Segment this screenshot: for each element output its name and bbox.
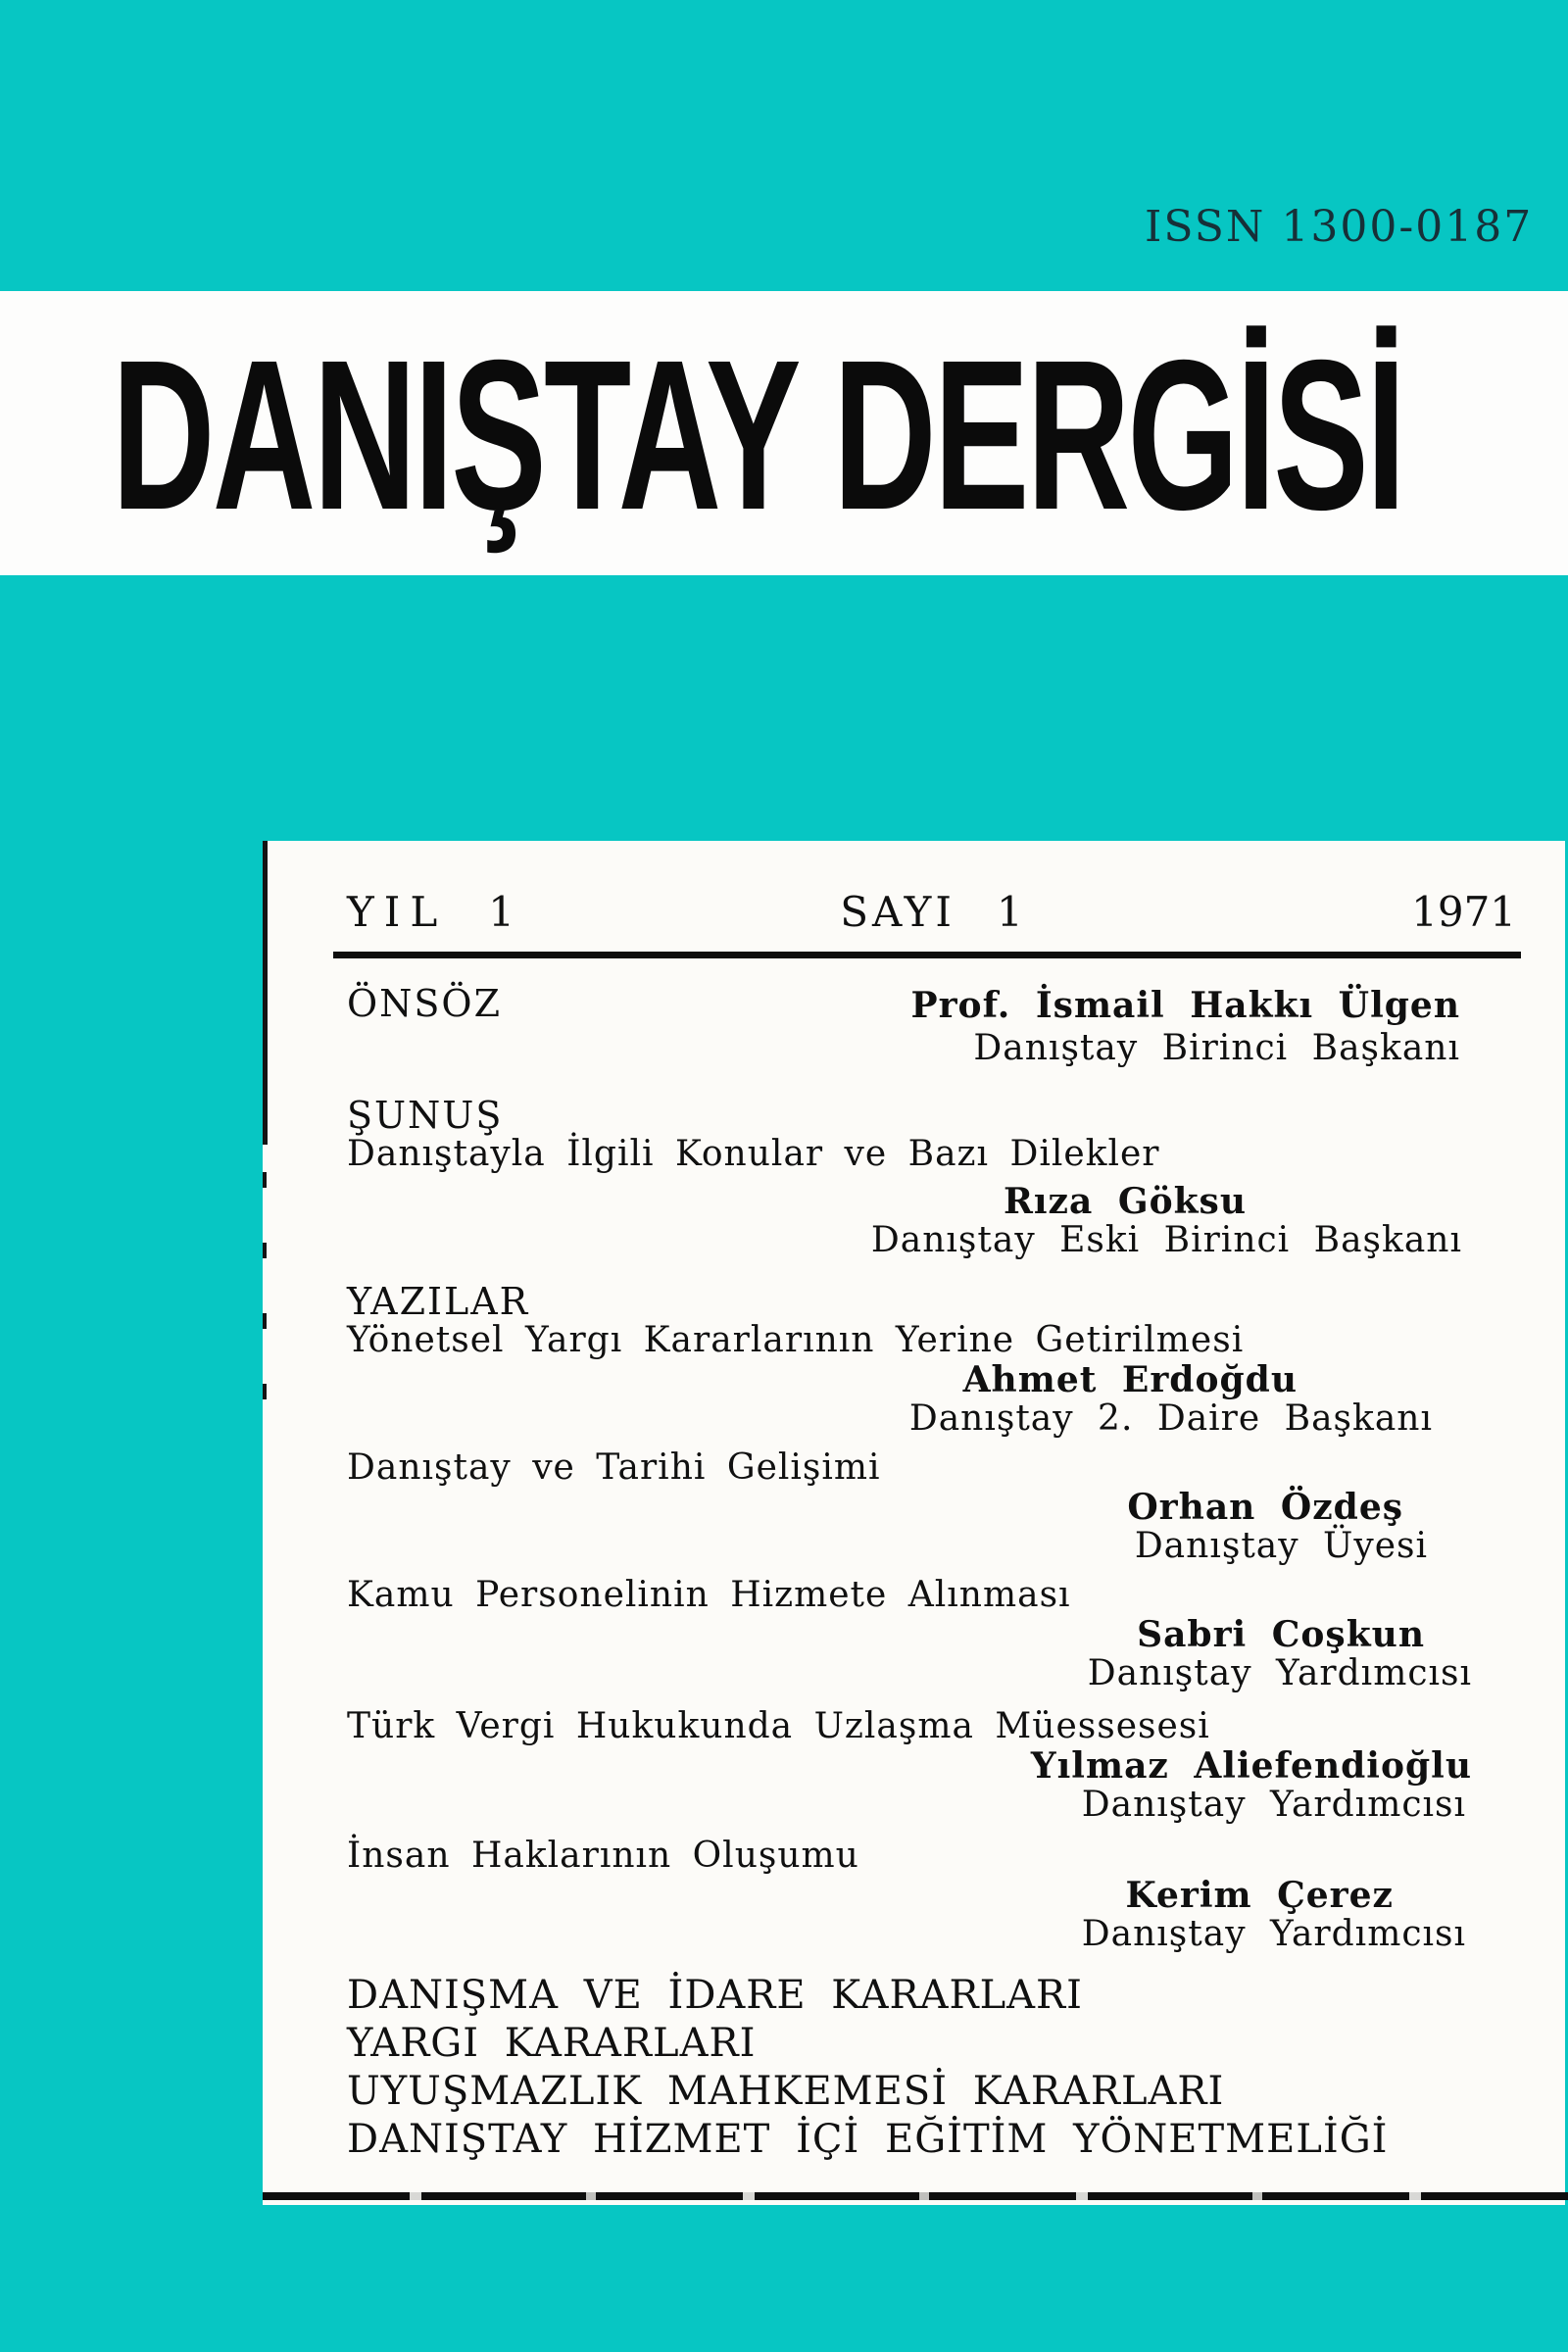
author-role: Danıştay Birinci Başkanı — [973, 1028, 1460, 1068]
table-of-contents — [263, 841, 1565, 2205]
author-role: Danıştay 2. Daire Başkanı — [908, 1398, 1433, 1439]
toc-entry — [347, 1707, 1472, 1825]
author-role: Danıştay Yardımcısı — [1081, 1914, 1466, 1954]
section-line: YARGI KARARLARI — [347, 2021, 757, 2066]
issue-header — [347, 890, 1516, 935]
masthead-band — [0, 291, 1568, 575]
author-name: Orhan Özdeş — [1127, 1487, 1403, 1528]
yil-label: YIL — [347, 888, 448, 936]
header-rule — [333, 952, 1521, 958]
author-role: Danıştay Eski Birinci Başkanı — [870, 1220, 1462, 1260]
section-heading-sunus: ŞUNUŞ — [347, 1094, 504, 1137]
toc-entry-sunus — [347, 1135, 1472, 1260]
author-role: Danıştay Yardımcısı — [1087, 1653, 1472, 1693]
author-name: Kerim Çerez — [1125, 1875, 1394, 1916]
section-line: UYUŞMAZLIK MAHKEMESİ KARARLARI — [347, 2069, 1225, 2114]
sayi-value: 1 — [997, 888, 1023, 936]
author-role: Danıştay Üyesi — [1134, 1526, 1428, 1566]
author-name: Sabri Coşkun — [1137, 1614, 1425, 1655]
author-name: Ahmet Erdoğdu — [962, 1359, 1298, 1400]
author-name: Rıza Göksu — [1003, 1181, 1247, 1222]
article-title: Danıştayla İlgili Konular ve Bazı Dilekler — [347, 1134, 1160, 1174]
section-line: DANIŞTAY HİZMET İÇİ EĞİTİM YÖNETMELİĞİ — [347, 2117, 1389, 2162]
section-line: DANIŞMA VE İDARE KARARLARI — [347, 1973, 1083, 2018]
issue-year-cell — [347, 890, 737, 935]
article-title: Kamu Personelinin Hizmete Alınması — [347, 1575, 1071, 1615]
journal-title: DANIŞTAY DERGİSİ — [112, 317, 1403, 555]
publication-year: 1971 — [1411, 888, 1517, 936]
yil-value: 1 — [488, 888, 514, 936]
author-name: Yılmaz Aliefendioğlu — [1030, 1745, 1472, 1787]
article-title: Yönetsel Yargı Kararlarının Yerine Getirilmesi — [347, 1320, 1245, 1360]
toc-entry — [347, 1448, 1472, 1566]
toc-entry — [347, 1576, 1472, 1693]
section-heading-onsoz: ÖNSÖZ — [347, 982, 502, 1025]
sayi-label: SAYI — [840, 888, 956, 936]
issn-number: ISSN 1300-0187 — [1145, 202, 1534, 252]
issue-number-cell — [737, 890, 1127, 935]
bottom-dashed-rule — [263, 2192, 1568, 2200]
section-heading-yazilar: YAZILAR — [347, 1280, 530, 1323]
section-list — [347, 1972, 1472, 2164]
article-title: Danıştay ve Tarihi Gelişimi — [347, 1447, 881, 1488]
toc-entry — [347, 1837, 1472, 1954]
author-role: Danıştay Yardımcısı — [1081, 1785, 1466, 1825]
author-block — [911, 984, 1460, 1070]
toc-entry-onsoz — [347, 984, 1472, 1070]
author-name: Prof. İsmail Hakkı Ülgen — [910, 985, 1460, 1026]
article-title: Türk Vergi Hukukunda Uzlaşma Müessesesi — [347, 1706, 1210, 1746]
toc-entry — [347, 1321, 1472, 1439]
article-title: İnsan Haklarının Oluşumu — [347, 1836, 859, 1876]
